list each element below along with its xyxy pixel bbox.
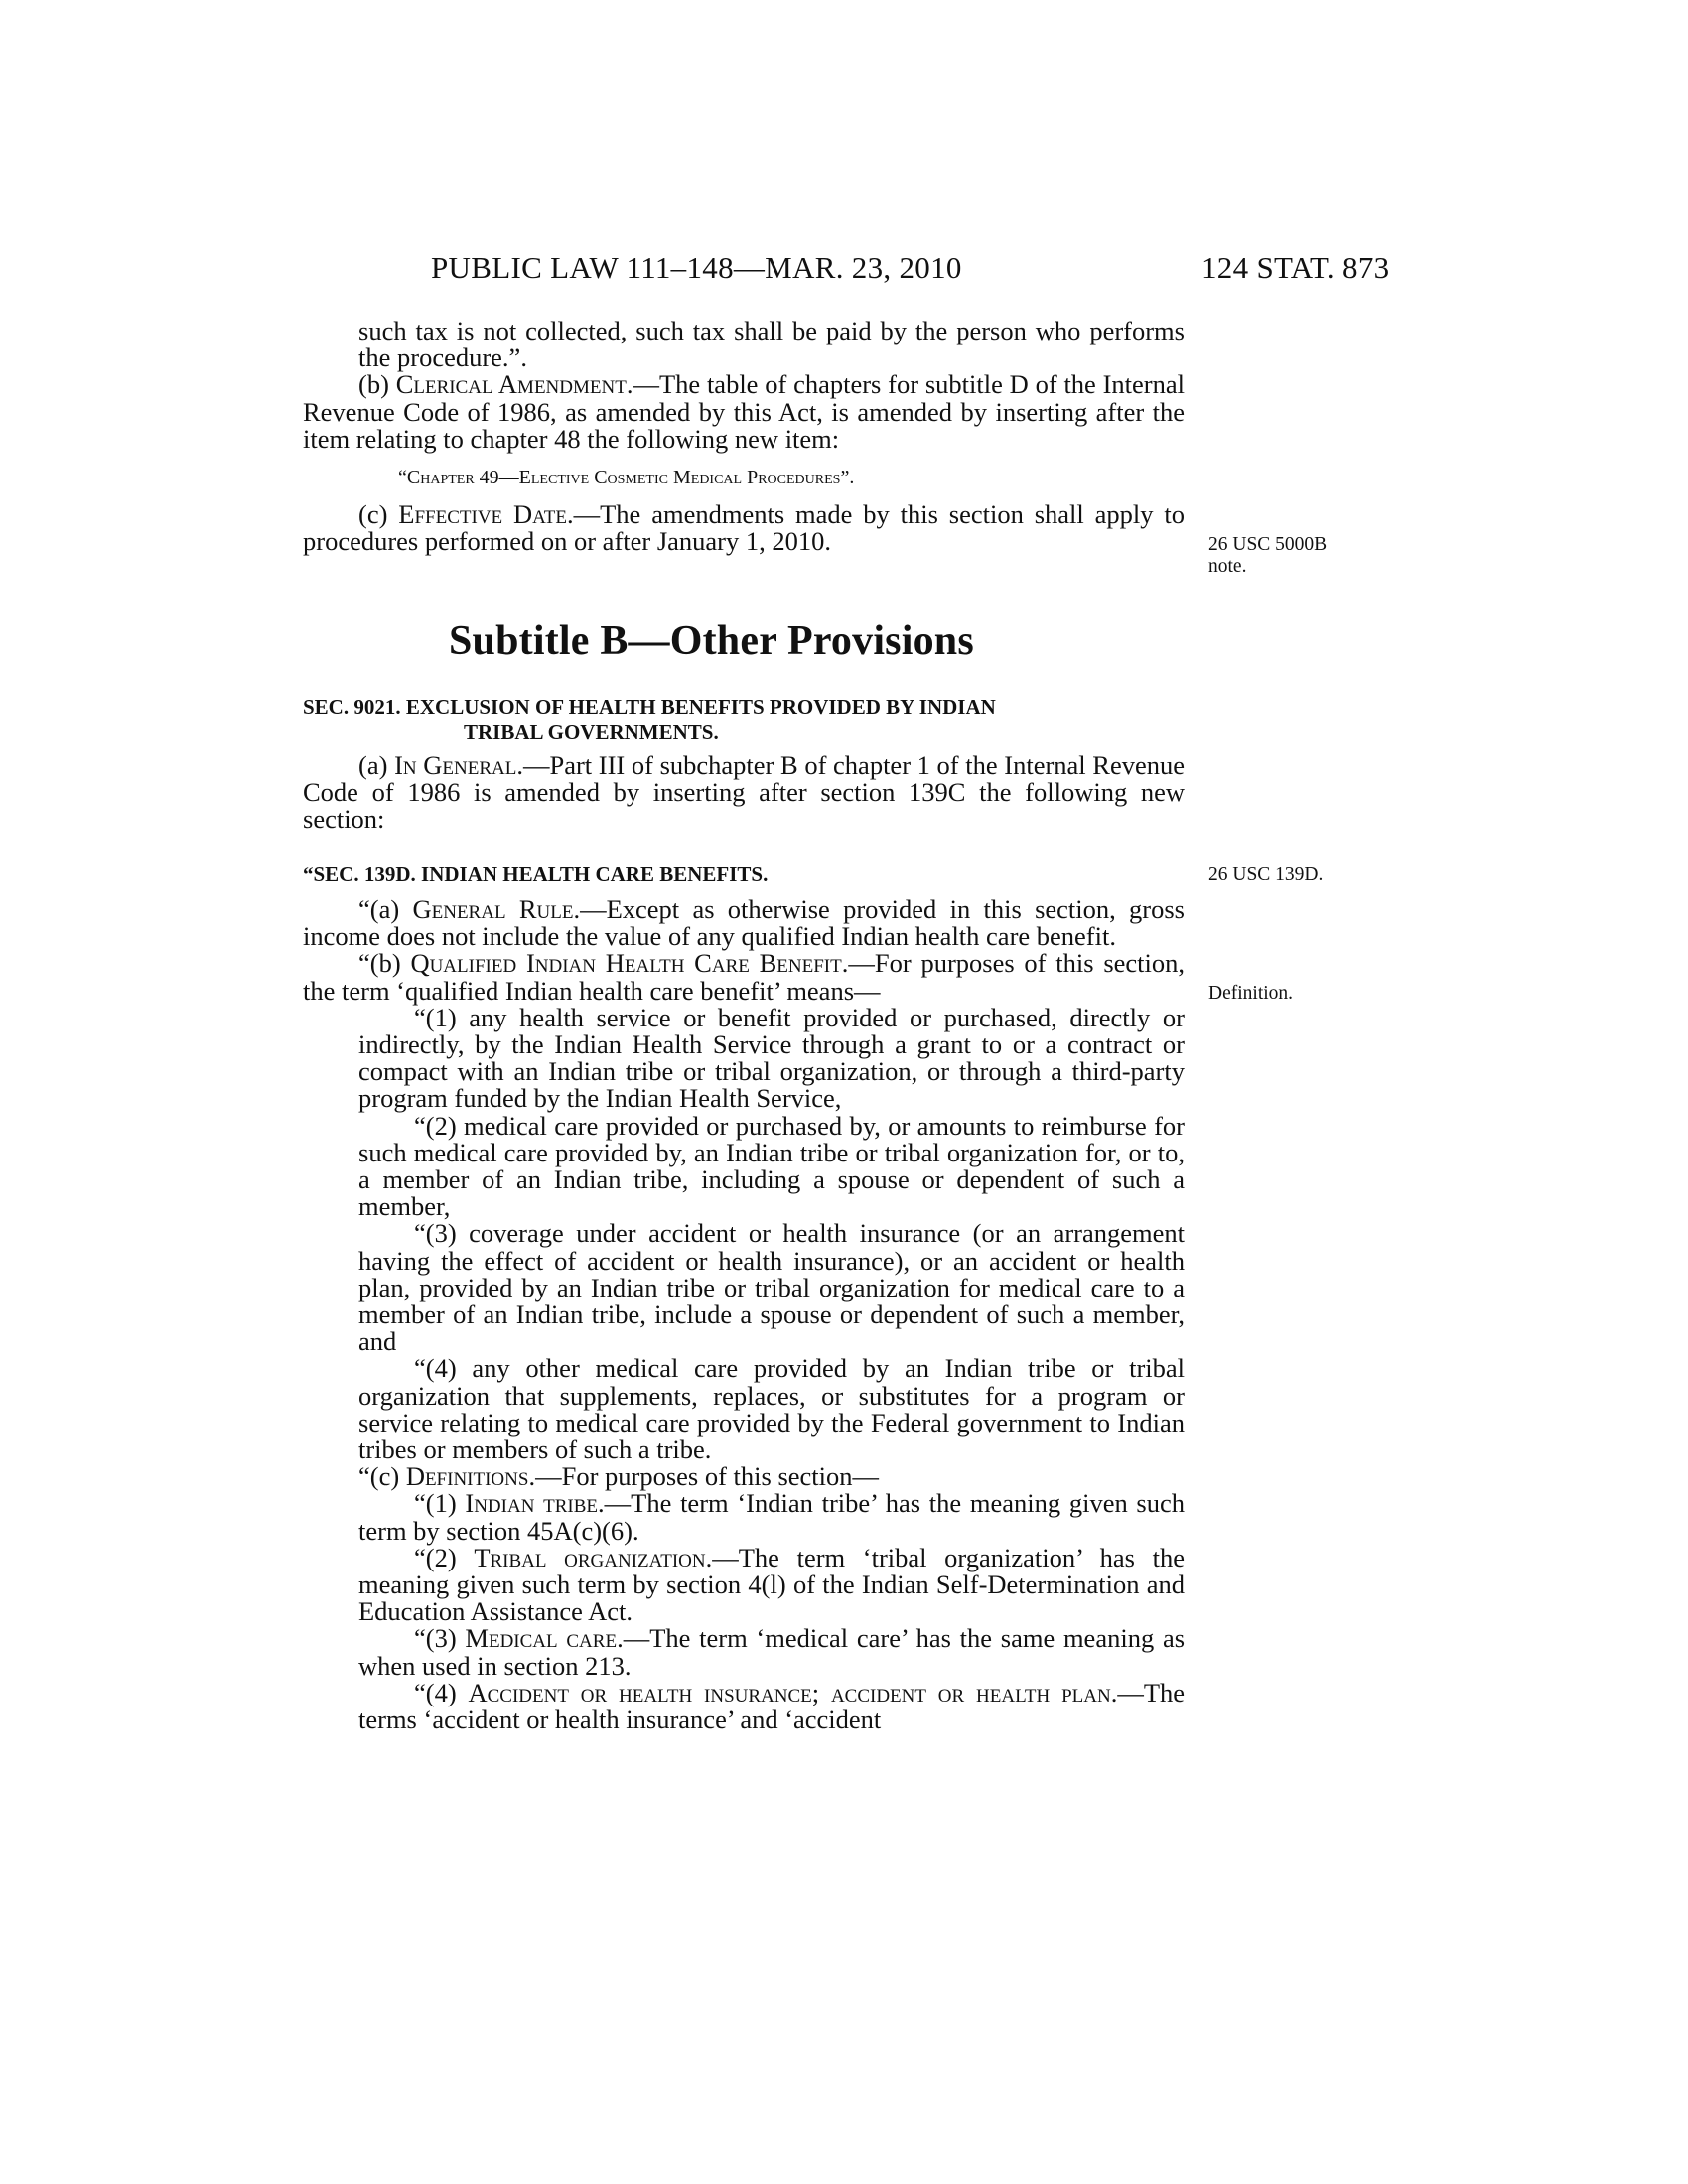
sec-139d-c-text: .—For purposes of this section— bbox=[528, 1461, 880, 1492]
intro-continuation: such tax is not collected, such tax shall be paid by the person who performs the procedure.”. bbox=[358, 316, 1185, 373]
sec-139d-c1-label: “(1) bbox=[414, 1488, 457, 1519]
sec-139d-heading: “SEC. 139D. INDIAN HEALTH CARE BENEFITS. bbox=[303, 862, 769, 886]
sec-139d-b2-paragraph: “(2) medical care provided or purchased by, or amounts to reimburse for such medical care provided by, an Indian tribe or tribal organization for, or to, a member of an Indian tribe, including a spouse or dependent of such a member, bbox=[358, 1110, 1185, 1222]
margin-note-5000b bbox=[1208, 534, 1327, 578]
sec-139d-a-text: .—Except as otherwise provided in this section, gross income does not include the value of any qualified Indian health care benefit. bbox=[303, 894, 1185, 952]
c-heading: Effective Date bbox=[398, 499, 567, 530]
margin-note-139d: 26 USC 139D. bbox=[1208, 864, 1324, 885]
b-heading: Clerical Amendment bbox=[395, 369, 627, 400]
sec-139d-a-heading: General Rule bbox=[412, 894, 574, 924]
sec-139d-b4-paragraph: “(4) any other medical care provided by an Indian tribe or tribal organization that supplements, replaces, or substitutes for a program or service relating to medical care provided by the Federal government to Indian tribes or members of such a tribe. bbox=[358, 1353, 1185, 1465]
c-text: .—The amendments made by this section shall apply to procedures performed on or after January 1, 2010. bbox=[303, 499, 1185, 557]
sec-139d-a-label: “(a) bbox=[358, 894, 400, 924]
sec-139d-c4-heading: Accident or health insurance; accident or health plan bbox=[468, 1677, 1111, 1707]
sec-139d-c-heading: Definitions bbox=[405, 1461, 529, 1492]
b-text: .—The table of chapters for subtitle D of the Internal Revenue Code of 1986, as amended by this Act, is amended by inserting after the item relating to chapter 48 the following new item: bbox=[303, 369, 1186, 454]
sec-139d-c4-label: “(4) bbox=[414, 1677, 457, 1707]
sec-9021-a-text: .—Part III of subchapter B of chapter 1 of the Internal Revenue Code of 1986 is amended by inserting after section 139C the following new section: bbox=[303, 751, 1186, 835]
sec-139d-c1-text: .—The term ‘Indian tribe’ has the meaning given such term by section 45A(c)(6). bbox=[358, 1488, 1185, 1546]
sec-139d-c4-text: .—The terms ‘accident or health insurance’ and ‘accident bbox=[358, 1677, 1186, 1735]
sec-9021-a-heading: In General bbox=[394, 751, 517, 780]
sec-139d-c1-heading: Indian tribe bbox=[465, 1488, 599, 1519]
sec-139d-c2-heading: Tribal organization bbox=[474, 1542, 706, 1572]
subtitle-heading: Subtitle B—Other Provisions bbox=[449, 618, 974, 664]
sec-9021-block bbox=[303, 695, 1185, 834]
sec-139d-b-label: “(b) bbox=[358, 948, 401, 979]
sec-9021-heading-line2: TRIBAL GOVERNMENTS. bbox=[464, 720, 719, 744]
effective-date-paragraph bbox=[303, 501, 1185, 555]
sec-139d-b-heading: Qualified Indian Health Care Benefit bbox=[410, 948, 842, 979]
sec-139d-c2-text: .—The term ‘tribal organization’ has the meaning given such term by section 4(l) of the Indian Self-Determination and Education Assistance Act. bbox=[358, 1542, 1185, 1627]
sec-9021-heading-line1: SEC. 9021. EXCLUSION OF HEALTH BENEFITS PROVIDED BY INDIAN bbox=[303, 695, 996, 719]
sec-139d-c-paragraph bbox=[303, 1463, 1185, 1490]
sec-9021-a-label: (a) bbox=[358, 751, 388, 780]
b-label: (b) bbox=[358, 369, 389, 400]
sec-9021-heading bbox=[303, 695, 1185, 745]
sec-139d-c3-paragraph bbox=[303, 1625, 1185, 1679]
sec-139d-c3-heading: Medical care bbox=[465, 1623, 618, 1654]
sec-9021-a-paragraph bbox=[303, 752, 1185, 834]
margin-note-5000b-line2: note. bbox=[1208, 556, 1247, 577]
sec-139d-block bbox=[303, 862, 1185, 1733]
sec-139d-c1-paragraph bbox=[303, 1490, 1185, 1544]
margin-note-5000b-line1: 26 USC 5000B bbox=[1208, 534, 1328, 555]
sec-139d-b-paragraph bbox=[303, 950, 1185, 1004]
clerical-amendment-paragraph bbox=[303, 371, 1185, 453]
sec-139d-c3-text: .—The term ‘medical care’ has the same meaning as when used in section 213. bbox=[358, 1623, 1186, 1681]
sec-139d-a-paragraph bbox=[303, 896, 1185, 950]
margin-note-definition: Definition. bbox=[1208, 983, 1294, 1004]
page-header-right: 124 STAT. 873 bbox=[1201, 250, 1390, 285]
sec-139d-c3-label: “(3) bbox=[414, 1623, 457, 1654]
c-label: (c) bbox=[358, 499, 388, 530]
sec-139d-c-label: “(c) bbox=[358, 1461, 400, 1492]
sec-139d-b1-paragraph: “(1) any health service or benefit provided or purchased, directly or indirectly, by the Indian Health Service through a grant to or a contract or compact with an Indian tribe or tribal organization, or through a third-party program funded by the Indian Health Service, bbox=[358, 1002, 1185, 1114]
sec-139d-c2-paragraph bbox=[303, 1542, 1185, 1627]
page-header-left: PUBLIC LAW 111–148—MAR. 23, 2010 bbox=[431, 250, 962, 285]
sec-139d-c4-paragraph bbox=[303, 1677, 1186, 1735]
intro-block bbox=[303, 318, 1185, 556]
sec-139d-c2-label: “(2) bbox=[414, 1542, 457, 1572]
sec-139d-b-text: .—For purposes of this section, the term ‘qualified Indian health care benefit’ means— bbox=[303, 948, 1186, 1006]
sec-139d-b3-paragraph: “(3) coverage under accident or health insurance (or an arrangement having the effect of accident or health insurance), or an accident or health plan, provided by an Indian tribe or tribal organization for medical care to a member of an Indian tribe, include a spouse or dependent of such a member, and bbox=[358, 1218, 1185, 1357]
chapter-item: “Chapter 49—Elective Cosmetic Medical Procedures”. bbox=[398, 467, 855, 489]
